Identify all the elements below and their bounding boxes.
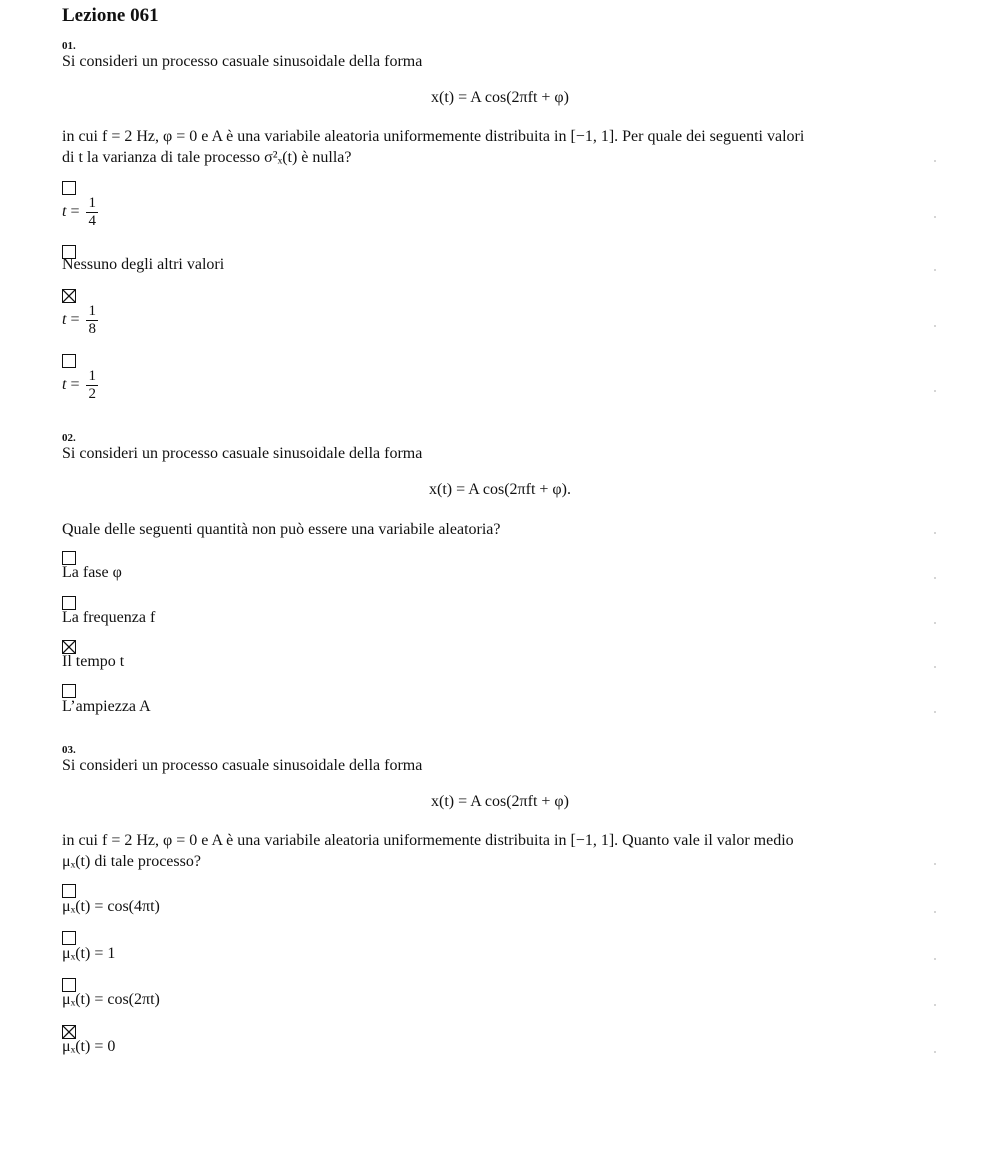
question-intro: Si consideri un processo casuale sinusoidale della forma [62,757,423,774]
margin-dot [934,160,936,162]
answer-checkbox[interactable] [62,884,76,898]
answer-option: μₓ(t) = cos(4πt) [62,898,160,915]
fraction: $\frac{1}{4}$ [88,195,96,229]
answer-checkbox-checked[interactable] [62,1025,76,1039]
margin-dot [934,1004,936,1006]
page-title: Lezione 061 [62,5,159,26]
answer-option: L’ampiezza A [62,698,151,715]
question-number: 03. [62,744,76,756]
answer-option: μₓ(t) = cos(2πt) [62,991,160,1008]
question-body-line2: μₓ(t) di tale processo? [62,853,201,870]
answer-checkbox[interactable] [62,684,76,698]
margin-dot [934,863,936,865]
margin-dot [934,911,936,913]
answer-option: μₓ(t) = 0 [62,1038,116,1055]
answer-option: t = $\frac{1}{4}$ [62,195,96,229]
margin-dot [934,711,936,713]
question-number: 01. [62,40,76,52]
answer-checkbox[interactable] [62,551,76,565]
answer-checkbox-checked[interactable] [62,289,76,303]
margin-dot [934,1051,936,1053]
margin-dot [934,269,936,271]
margin-dot [934,532,936,534]
answer-option: La frequenza f [62,609,156,626]
fraction: $\frac{1}{8}$ [88,303,96,337]
fraction: $\frac{1}{2}$ [88,368,96,402]
question-body-line1: in cui f = 2 Hz, φ = 0 e A è una variabile aleatoria uniformemente distribuita in [−1, 1]. Per quale dei seguenti valori [62,128,805,145]
question-body-line1: in cui f = 2 Hz, φ = 0 e A è una variabile aleatoria uniformemente distribuita in [−1, 1]. Quanto vale il valor medio [62,832,794,849]
answer-checkbox[interactable] [62,931,76,945]
question-formula: x(t) = A cos(2πft + φ). [428,481,571,498]
question-body-line1: Quale delle seguenti quantità non può essere una variabile aleatoria? [62,521,501,538]
margin-dot [934,666,936,668]
answer-checkbox-checked[interactable] [62,640,76,654]
answer-option: Nessuno degli altri valori [62,256,225,273]
question-number: 02. [62,432,76,444]
question-intro: Si consideri un processo casuale sinusoidale della forma [62,53,423,70]
answer-option: t = $\frac{1}{2}$ [62,368,96,402]
question-formula: x(t) = A cos(2πft + φ) [430,89,569,106]
x-mark-icon [63,641,75,653]
x-mark-icon [63,1026,75,1038]
margin-dot [934,958,936,960]
x-mark-icon [63,290,75,302]
answer-checkbox[interactable] [62,181,76,195]
answer-option: t = $\frac{1}{8}$ [62,303,96,337]
question-body-line2: di t la varianza di tale processo σ²ₓ(t) è nulla? [62,149,352,166]
margin-dot [934,577,936,579]
margin-dot [934,622,936,624]
margin-dot [934,390,936,392]
margin-dot [934,216,936,218]
answer-checkbox[interactable] [62,978,76,992]
answer-checkbox[interactable] [62,596,76,610]
margin-dot [934,325,936,327]
answer-option: La fase φ [62,564,122,581]
answer-checkbox[interactable] [62,354,76,368]
answer-option: Il tempo t [62,653,125,670]
answer-option: μₓ(t) = 1 [62,945,116,962]
question-formula: x(t) = A cos(2πft + φ) [430,793,569,810]
question-intro: Si consideri un processo casuale sinusoidale della forma [62,445,423,462]
